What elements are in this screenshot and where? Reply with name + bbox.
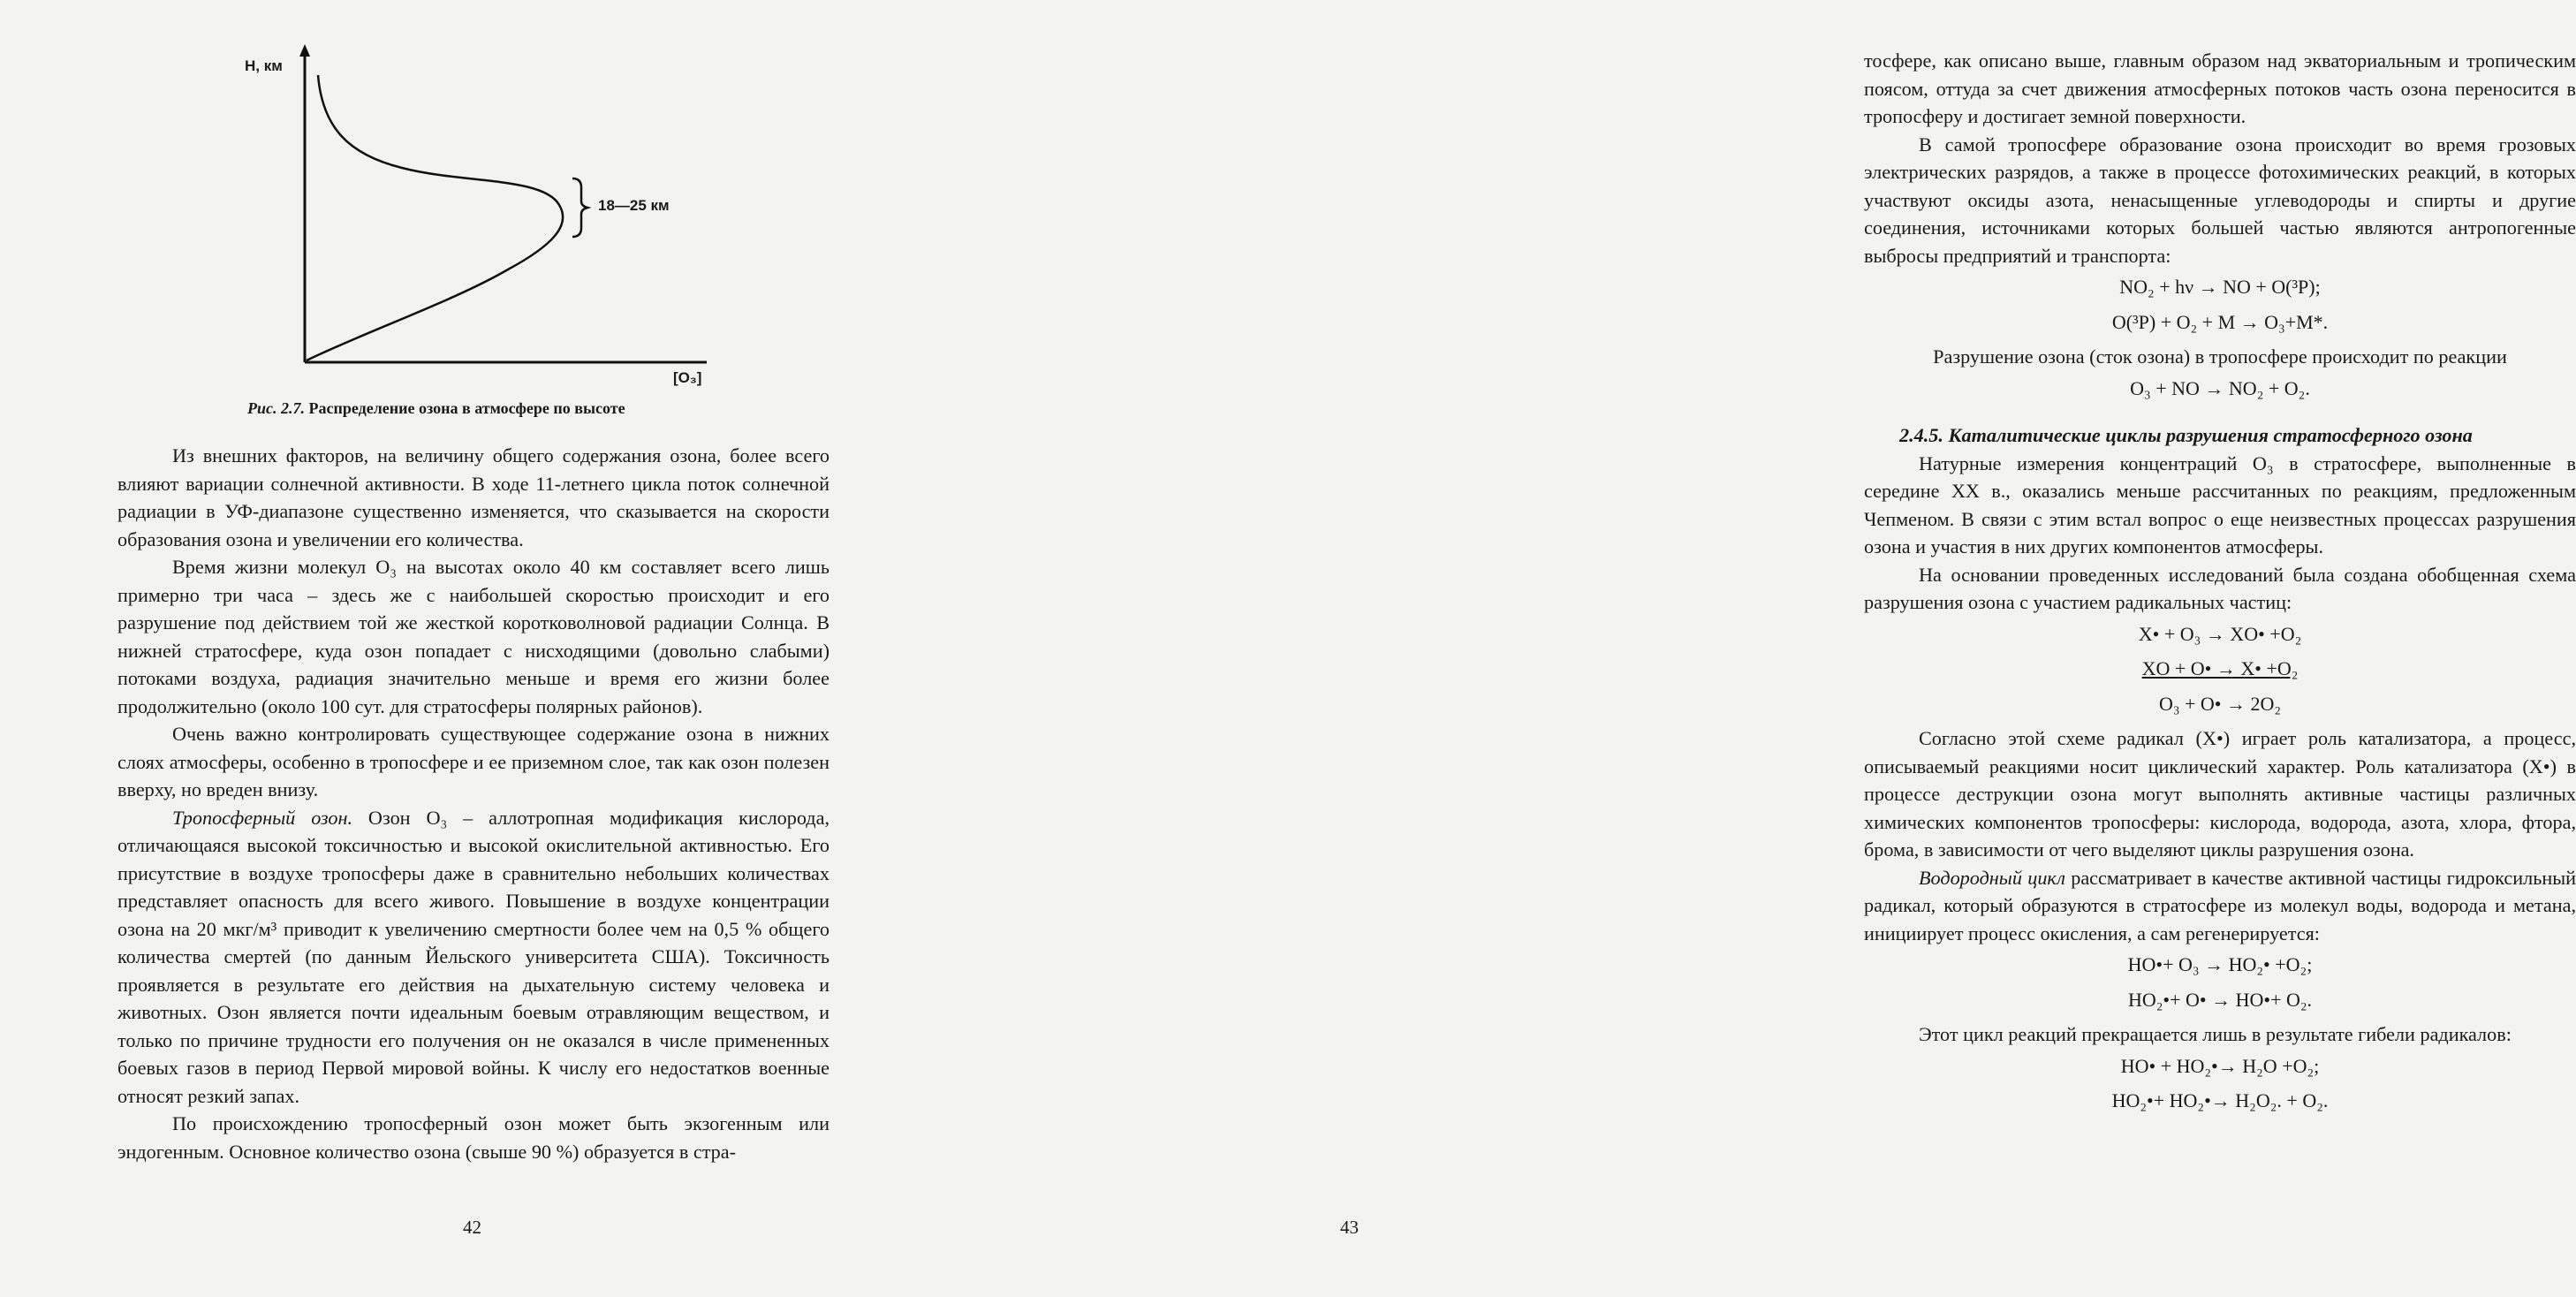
equation: XO + O• → X• +O₂ bbox=[2141, 657, 2299, 679]
right-page bbox=[883, 0, 2576, 1297]
equation: HO• + HO₂•→ H₂O +O₂; bbox=[2120, 1054, 2320, 1077]
ozone-profile-curve bbox=[307, 75, 563, 360]
y-axis-arrow bbox=[299, 44, 310, 57]
equation: NO₂ + hν → NO + O(³P); bbox=[2119, 276, 2321, 298]
bracket-label: 18—25 км bbox=[598, 197, 670, 214]
altitude-brace bbox=[572, 178, 587, 237]
paragraph: Время жизни молекул O₃ на высотах около 40 км составляет всего лишь примерно три часа – здесь же с наибольшей скоростью происходит и его разрушение под действием той же жесткой коротковолновой радиации Солнца. В нижней стратосфере, куда озон попадает с нисходящими (довольно слабыми) потоками воздуха, радиация значительно меньше и время его жизни более продолжительно (около 100 сут. для стратосферы полярных районов). bbox=[117, 556, 830, 717]
equation: O(³P) + O₂ + M → O₃+M*. bbox=[2111, 310, 2329, 333]
section-heading: 2.4.5. Каталитические циклы разрушения стратосферного озона bbox=[1899, 424, 2473, 446]
figure-caption bbox=[247, 399, 625, 418]
paragraph: тосфере, как описано выше, главным образом над экваториальным и тропическим поясом, оттуда за счет движения атмосферных потоков часть озона переносится в тропосферу и достигает земной поверхности. bbox=[1864, 49, 2576, 127]
tropospheric-ozone-paragraph bbox=[117, 804, 830, 1111]
equation: HO₂•+ HO₂•→ H₂O₂. + O₂. bbox=[2111, 1089, 2329, 1111]
equation: O₃ + NO → NO₂ + O₂. bbox=[2130, 376, 2310, 399]
tropo-text: Озон O₃ – аллотропная модификация кислорода, отличающаяся высокой токсичностью и высокой окислительной активностью. Его присутствие в воздухе тропосферы даже в сравнительно небольших количествах представляет опасность для всего живого. Повышение в воздухе концентрации озона на 20 мкг/м³ приводит к увеличению смертности более чем на 0,5 % общего количества смертей (по данным Йельского университета США). Токсичность проявляется в результате его действия на дыхательную систему человека и животных. Озон является почти идеальным боевым отравляющим веществом, и только по причине трудности его получения он не оказался в числе примененных боевых газов в период Первой мировой войны. К числу его недостатков военные относят резкий запах. bbox=[117, 806, 830, 1107]
paragraph: Этот цикл реакций прекращается лишь в результате гибели радикалов: bbox=[1919, 1023, 2512, 1045]
paragraph: Очень важно контролировать существующее содержание озона в нижних слоях атмосферы, особенно в тропосфере и ее приземном слое, так как озон полезен вверху, но вреден внизу. bbox=[117, 723, 830, 800]
paragraph: Натурные измерения концентраций O₃ в стратосфере, выполненные в середине XX в., оказались меньше рассчитанных по реакциям, предложенным Чепменом. В связи с этим встал вопрос о еще неизвестных процессах разрушения озона и участия в них других компонентов атмосферы. bbox=[1864, 451, 2576, 557]
page-number-right: 43 bbox=[1340, 1217, 1359, 1238]
ozone-altitude-figure bbox=[225, 44, 720, 389]
equation: HO₂•+ O• → HO•+ O₂. bbox=[2127, 988, 2313, 1011]
caption-text: Распределение озона в атмосфере по высоте bbox=[308, 399, 625, 417]
paragraph: По происхождению тропосферный озон может быть экзогенным или эндогенным. Основное количество озона (свыше 90 %) образуется в стра- bbox=[117, 1112, 830, 1163]
paragraph: Разрушение озона (сток озона) в тропосфере происходит по реакции bbox=[1933, 345, 2507, 368]
x-axis-label: [O₃] bbox=[673, 369, 702, 386]
paragraph: Согласно этой схеме радикал (X•) играет роль катализатора, а процесс, описываемый реакциями носит циклический характер. Роль катализатора (X•) в процессе деструкции озона могут выполнять активные частицы различных химических компонентов тропосферы: кислорода, водорода, азота, хлора, фтора, брома, в зависимости от чего выделяют циклы разрушения озона. bbox=[1864, 727, 2576, 861]
paragraph: В самой тропосфере образование озона происходит во время грозовых электрических разрядов, а также в процессе фотохимических реакций, в которых участвуют оксиды азота, ненасыщенные углеводороды и спирты и другие соединения, источниками которых большей частью являются антропогенные выбросы предприятий и транспорта: bbox=[1864, 133, 2576, 267]
hydrogen-cycle-paragraph bbox=[1864, 864, 2576, 948]
y-axis-label: H, км bbox=[245, 57, 283, 74]
right-body-text bbox=[1864, 47, 2576, 1122]
hydro-text: рассматривает в качестве активной частицы гидроксильный радикал, который образуются в стратосфере из молекул воды, водорода и метана, инициирует процесс окисления, а сам регенерируется: bbox=[1864, 866, 2576, 944]
ozone-profile-plot bbox=[225, 44, 720, 389]
equation: HO•+ O₃ → HO₂• +O₂; bbox=[2127, 953, 2313, 975]
tropo-title: Тропосферный озон. bbox=[172, 806, 353, 829]
paragraph: Из внешних факторов, на величину общего содержания озона, более всего влияют вариации солнечной активности. В ходе 11-летнего цикла поток солнечной радиации в УФ-диапазоне существенно изменяется, что сказывается на скорости образования озона и увеличении его количества. bbox=[117, 444, 830, 550]
left-body-text bbox=[117, 442, 830, 1165]
equation: X• + O₃ → XO• +O₂ bbox=[2138, 622, 2302, 645]
paragraph: На основании проведенных исследований была создана обобщенная схема разрушения озона с участием радикальных частиц: bbox=[1864, 563, 2576, 613]
hydro-title: Водородный цикл bbox=[1919, 866, 2065, 889]
equation: O₃ + O• → 2O₂ bbox=[2158, 692, 2282, 715]
left-page bbox=[0, 0, 883, 1297]
page-number-left: 42 bbox=[463, 1217, 481, 1238]
caption-prefix: Рис. 2.7. bbox=[247, 399, 305, 417]
